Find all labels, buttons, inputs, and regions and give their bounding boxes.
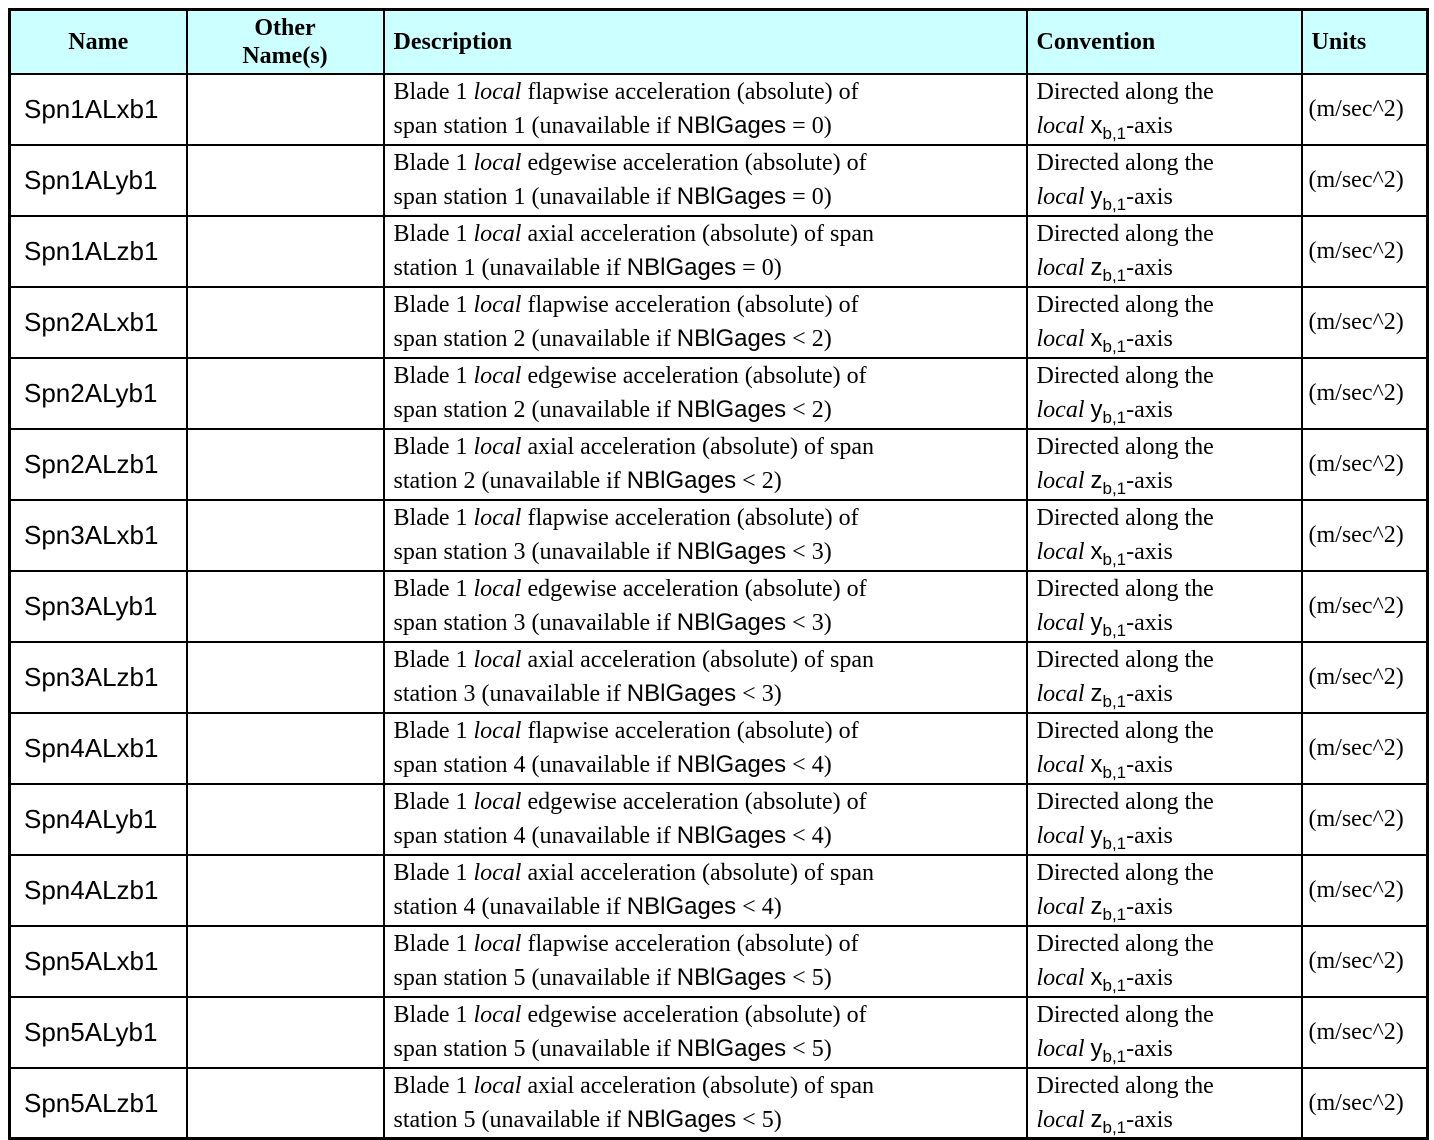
description-cell: [384, 642, 1027, 713]
local-emphasis: local: [1036, 894, 1085, 920]
local-emphasis: local: [1036, 610, 1085, 636]
other-names-cell: [187, 997, 384, 1068]
description-text: edgewise acceleration (absolute) of: [521, 363, 867, 389]
description-text: Blade 1: [393, 292, 474, 318]
units-cell: (m/sec^2): [1302, 997, 1428, 1068]
description-text: Blade 1: [393, 576, 474, 602]
description-text: < 2): [736, 468, 782, 494]
axis-letter: y: [1090, 609, 1103, 636]
description-text: < 5): [786, 965, 832, 991]
convention-cell: [1027, 287, 1302, 358]
description-text: station 4 (unavailable if: [393, 894, 627, 920]
convention-text: -axis: [1126, 752, 1173, 778]
description-text: flapwise acceleration (absolute) of: [521, 505, 859, 531]
other-names-cell: [187, 216, 384, 287]
units-cell: (m/sec^2): [1302, 216, 1428, 287]
description-text: Blade 1: [393, 860, 474, 886]
convention-text: -axis: [1126, 468, 1173, 494]
description-text: < 2): [786, 397, 832, 423]
description-text: span station 3 (unavailable if: [393, 610, 677, 636]
axis-letter: y: [1090, 1035, 1103, 1062]
other-names-cell: [187, 926, 384, 997]
table-row: [10, 784, 1428, 855]
convention-text: -axis: [1126, 1106, 1173, 1133]
other-names-cell: [187, 74, 384, 145]
parameter-reference: NBlGages: [676, 964, 787, 991]
description-cell: [384, 74, 1027, 145]
convention-text: Directed along the: [1036, 505, 1214, 531]
description-text: station 1 (unavailable if: [393, 255, 627, 281]
units-cell: (m/sec^2): [1302, 429, 1428, 500]
local-emphasis: local: [1036, 255, 1085, 281]
axis-letter: z: [1090, 254, 1103, 281]
description-text: < 5): [736, 1106, 782, 1133]
convention-cell: [1027, 855, 1302, 926]
other-names-cell: [187, 287, 384, 358]
header-other-names: [187, 10, 384, 74]
local-emphasis: local: [473, 931, 522, 957]
convention-text: -axis: [1126, 610, 1173, 636]
param-name-cell: Spn2ALxb1: [10, 287, 187, 358]
local-emphasis: local: [1036, 965, 1085, 991]
axis-letter: z: [1090, 680, 1103, 707]
other-names-cell: [187, 642, 384, 713]
axis-letter: z: [1090, 893, 1103, 920]
local-emphasis: local: [473, 576, 522, 602]
table-row: [10, 358, 1428, 429]
description-text: Blade 1: [393, 79, 474, 105]
parameter-reference: NBlGages: [626, 1105, 737, 1133]
units-cell: (m/sec^2): [1302, 74, 1428, 145]
parameter-reference: NBlGages: [676, 822, 787, 849]
local-emphasis: local: [1036, 326, 1085, 352]
local-emphasis: local: [1036, 397, 1085, 423]
local-emphasis: local: [1036, 752, 1085, 778]
table-row: [10, 926, 1428, 997]
description-text: station 5 (unavailable if: [393, 1106, 627, 1133]
convention-cell: [1027, 1068, 1302, 1139]
convention-cell: [1027, 713, 1302, 784]
description-text: span station 1 (unavailable if: [393, 184, 677, 210]
description-text: = 0): [786, 113, 832, 139]
description-text: Blade 1: [393, 1002, 474, 1028]
convention-text: Directed along the: [1036, 150, 1214, 176]
convention-cell: [1027, 571, 1302, 642]
other-names-cell: [187, 713, 384, 784]
convention-text: Directed along the: [1036, 79, 1214, 105]
description-cell: [384, 855, 1027, 926]
axis-subscript: b,1: [1102, 904, 1127, 924]
description-text: flapwise acceleration (absolute) of: [521, 292, 859, 318]
table-row: [10, 74, 1428, 145]
param-name-cell: Spn2ALzb1: [10, 429, 187, 500]
local-emphasis: local: [1036, 468, 1085, 494]
axis-subscript: b,1: [1102, 407, 1127, 427]
axis-subscript: b,1: [1102, 620, 1127, 640]
local-emphasis: local: [1036, 113, 1085, 139]
description-text: Blade 1: [393, 789, 474, 815]
description-text: = 0): [736, 255, 782, 281]
local-emphasis: local: [473, 221, 522, 247]
axis-letter: x: [1090, 112, 1103, 139]
convention-text: -axis: [1126, 539, 1173, 565]
description-cell: [384, 287, 1027, 358]
axis-letter: x: [1090, 325, 1103, 352]
local-emphasis: local: [1036, 681, 1085, 707]
convention-text: Directed along the: [1036, 363, 1214, 389]
parameter-reference: NBlGages: [626, 467, 737, 494]
description-cell: [384, 1068, 1027, 1139]
description-cell: [384, 216, 1027, 287]
axis-subscript: b,1: [1102, 336, 1127, 356]
convention-text: -axis: [1126, 113, 1173, 139]
description-text: station 2 (unavailable if: [393, 468, 627, 494]
parameter-reference: NBlGages: [676, 183, 787, 210]
description-text: < 3): [786, 610, 832, 636]
header-description: Description: [384, 10, 1027, 74]
other-names-cell: [187, 358, 384, 429]
description-cell: [384, 997, 1027, 1068]
description-text: Blade 1: [393, 1072, 474, 1099]
local-emphasis: local: [473, 505, 522, 531]
description-text: flapwise acceleration (absolute) of: [521, 931, 859, 957]
description-text: Blade 1: [393, 931, 474, 957]
description-text: span station 4 (unavailable if: [393, 823, 677, 849]
units-cell: (m/sec^2): [1302, 713, 1428, 784]
local-emphasis: local: [473, 150, 522, 176]
local-emphasis: local: [473, 718, 522, 744]
parameter-reference: NBlGages: [626, 893, 737, 920]
local-emphasis: local: [473, 434, 522, 460]
local-emphasis: local: [473, 363, 522, 389]
table-row: [10, 429, 1428, 500]
axis-letter: y: [1090, 183, 1103, 210]
table-row: [10, 287, 1428, 358]
other-names-cell: [187, 500, 384, 571]
description-text: edgewise acceleration (absolute) of: [521, 150, 867, 176]
param-name-cell: Spn4ALzb1: [10, 855, 187, 926]
parameter-reference: NBlGages: [676, 538, 787, 565]
param-name-cell: Spn4ALxb1: [10, 713, 187, 784]
units-cell: (m/sec^2): [1302, 1068, 1428, 1139]
local-emphasis: local: [473, 860, 522, 886]
output-parameters-table: [8, 8, 1429, 1140]
description-text: axial acceleration (absolute) of span: [521, 647, 874, 673]
description-text: axial acceleration (absolute) of span: [521, 434, 874, 460]
description-cell: [384, 713, 1027, 784]
local-emphasis: local: [473, 789, 522, 815]
units-cell: (m/sec^2): [1302, 571, 1428, 642]
parameter-reference: NBlGages: [626, 254, 737, 281]
description-text: < 2): [786, 326, 832, 352]
param-name-cell: Spn3ALyb1: [10, 571, 187, 642]
local-emphasis: local: [473, 1072, 522, 1099]
axis-subscript: b,1: [1102, 833, 1127, 853]
convention-text: Directed along the: [1036, 1072, 1214, 1099]
axis-subscript: b,1: [1102, 691, 1127, 711]
local-emphasis: local: [473, 79, 522, 105]
convention-text: -axis: [1126, 255, 1173, 281]
units-cell: (m/sec^2): [1302, 642, 1428, 713]
axis-letter: x: [1090, 538, 1103, 565]
description-text: edgewise acceleration (absolute) of: [521, 789, 867, 815]
convention-text: Directed along the: [1036, 434, 1214, 460]
local-emphasis: local: [1036, 1036, 1085, 1062]
convention-cell: [1027, 145, 1302, 216]
description-cell: [384, 358, 1027, 429]
convention-cell: [1027, 926, 1302, 997]
units-cell: (m/sec^2): [1302, 784, 1428, 855]
axis-letter: x: [1090, 751, 1103, 778]
header-other-line1: Other: [254, 14, 316, 41]
convention-text: Directed along the: [1036, 860, 1214, 886]
local-emphasis: local: [1036, 539, 1085, 565]
axis-subscript: b,1: [1102, 1117, 1127, 1137]
description-cell: [384, 571, 1027, 642]
convention-text: Directed along the: [1036, 292, 1214, 318]
description-text: < 4): [736, 894, 782, 920]
description-text: < 3): [786, 539, 832, 565]
description-text: < 5): [786, 1036, 832, 1062]
param-name-cell: Spn1ALzb1: [10, 216, 187, 287]
axis-subscript: b,1: [1102, 1046, 1127, 1066]
description-cell: [384, 429, 1027, 500]
parameter-reference: NBlGages: [676, 325, 787, 352]
description-text: Blade 1: [393, 647, 474, 673]
description-cell: [384, 784, 1027, 855]
axis-letter: y: [1090, 396, 1103, 423]
param-name-cell: Spn3ALxb1: [10, 500, 187, 571]
convention-text: -axis: [1126, 184, 1173, 210]
table-row: [10, 571, 1428, 642]
convention-text: Directed along the: [1036, 931, 1214, 957]
header-convention: Convention: [1027, 10, 1302, 74]
convention-cell: [1027, 429, 1302, 500]
parameter-reference: NBlGages: [676, 112, 787, 139]
table-row: [10, 642, 1428, 713]
description-text: Blade 1: [393, 505, 474, 531]
convention-text: -axis: [1126, 681, 1173, 707]
convention-text: -axis: [1126, 397, 1173, 423]
description-text: Blade 1: [393, 150, 474, 176]
convention-cell: [1027, 216, 1302, 287]
description-text: < 3): [736, 681, 782, 707]
description-text: span station 2 (unavailable if: [393, 397, 677, 423]
parameter-reference: NBlGages: [626, 680, 737, 707]
description-cell: [384, 926, 1027, 997]
header-units: Units: [1302, 10, 1428, 74]
axis-subscript: b,1: [1102, 478, 1127, 498]
units-cell: (m/sec^2): [1302, 500, 1428, 571]
units-cell: (m/sec^2): [1302, 145, 1428, 216]
description-text: Blade 1: [393, 434, 474, 460]
convention-text: Directed along the: [1036, 1002, 1214, 1028]
param-name-cell: Spn4ALyb1: [10, 784, 187, 855]
local-emphasis: local: [473, 292, 522, 318]
param-name-cell: Spn5ALxb1: [10, 926, 187, 997]
local-emphasis: local: [1036, 1106, 1085, 1133]
other-names-cell: [187, 1068, 384, 1139]
other-names-cell: [187, 145, 384, 216]
parameter-reference: NBlGages: [676, 1035, 787, 1062]
description-text: span station 4 (unavailable if: [393, 752, 677, 778]
description-text: Blade 1: [393, 221, 474, 247]
convention-text: -axis: [1126, 823, 1173, 849]
description-text: flapwise acceleration (absolute) of: [521, 718, 859, 744]
param-name-cell: Spn2ALyb1: [10, 358, 187, 429]
parameter-reference: NBlGages: [676, 751, 787, 778]
description-text: < 4): [786, 823, 832, 849]
convention-text: -axis: [1126, 326, 1173, 352]
table-row: [10, 145, 1428, 216]
axis-subscript: b,1: [1102, 975, 1127, 995]
axis-subscript: b,1: [1102, 265, 1127, 285]
description-text: = 0): [786, 184, 832, 210]
description-text: Blade 1: [393, 718, 474, 744]
units-cell: (m/sec^2): [1302, 855, 1428, 926]
header-row: [10, 10, 1428, 74]
axis-letter: z: [1090, 1105, 1103, 1133]
header-name: Name: [10, 10, 187, 74]
table-row: [10, 997, 1428, 1068]
units-cell: (m/sec^2): [1302, 287, 1428, 358]
convention-text: -axis: [1126, 1036, 1173, 1062]
description-text: axial acceleration (absolute) of span: [521, 1072, 874, 1099]
convention-text: Directed along the: [1036, 221, 1214, 247]
param-name-cell: Spn5ALyb1: [10, 997, 187, 1068]
header-other-line2: Name(s): [242, 42, 328, 69]
convention-cell: [1027, 642, 1302, 713]
description-cell: [384, 145, 1027, 216]
description-text: span station 5 (unavailable if: [393, 1036, 677, 1062]
param-name-cell: Spn1ALxb1: [10, 74, 187, 145]
convention-text: Directed along the: [1036, 576, 1214, 602]
axis-subscript: b,1: [1102, 549, 1127, 569]
param-name-cell: Spn3ALzb1: [10, 642, 187, 713]
convention-cell: [1027, 74, 1302, 145]
axis-letter: y: [1090, 822, 1103, 849]
other-names-cell: [187, 784, 384, 855]
other-names-cell: [187, 429, 384, 500]
description-text: Blade 1: [393, 363, 474, 389]
table-body: [10, 74, 1428, 1139]
convention-text: -axis: [1126, 965, 1173, 991]
convention-text: -axis: [1126, 894, 1173, 920]
units-cell: (m/sec^2): [1302, 926, 1428, 997]
description-text: axial acceleration (absolute) of span: [521, 221, 874, 247]
description-text: < 4): [786, 752, 832, 778]
description-text: edgewise acceleration (absolute) of: [521, 1002, 867, 1028]
table-row: [10, 216, 1428, 287]
description-text: axial acceleration (absolute) of span: [521, 860, 874, 886]
convention-cell: [1027, 500, 1302, 571]
table-row: [10, 713, 1428, 784]
local-emphasis: local: [1036, 823, 1085, 849]
convention-text: Directed along the: [1036, 647, 1214, 673]
convention-cell: [1027, 358, 1302, 429]
param-name-cell: Spn5ALzb1: [10, 1068, 187, 1139]
description-text: span station 5 (unavailable if: [393, 965, 677, 991]
description-text: station 3 (unavailable if: [393, 681, 627, 707]
convention-text: Directed along the: [1036, 718, 1214, 744]
axis-subscript: b,1: [1102, 123, 1127, 143]
axis-letter: x: [1090, 964, 1103, 991]
local-emphasis: local: [473, 1002, 522, 1028]
description-cell: [384, 500, 1027, 571]
parameter-reference: NBlGages: [676, 396, 787, 423]
description-text: flapwise acceleration (absolute) of: [521, 79, 859, 105]
local-emphasis: local: [1036, 184, 1085, 210]
description-text: span station 2 (unavailable if: [393, 326, 677, 352]
description-text: span station 3 (unavailable if: [393, 539, 677, 565]
axis-subscript: b,1: [1102, 762, 1127, 782]
other-names-cell: [187, 855, 384, 926]
table-row: [10, 1068, 1428, 1139]
convention-text: Directed along the: [1036, 789, 1214, 815]
description-text: span station 1 (unavailable if: [393, 113, 677, 139]
local-emphasis: local: [473, 647, 522, 673]
convention-cell: [1027, 784, 1302, 855]
description-text: edgewise acceleration (absolute) of: [521, 576, 867, 602]
axis-subscript: b,1: [1102, 194, 1127, 214]
param-name-cell: Spn1ALyb1: [10, 145, 187, 216]
units-cell: (m/sec^2): [1302, 358, 1428, 429]
axis-letter: z: [1090, 467, 1103, 494]
other-names-cell: [187, 571, 384, 642]
convention-cell: [1027, 997, 1302, 1068]
parameter-reference: NBlGages: [676, 609, 787, 636]
table-row: [10, 500, 1428, 571]
table-row: [10, 855, 1428, 926]
